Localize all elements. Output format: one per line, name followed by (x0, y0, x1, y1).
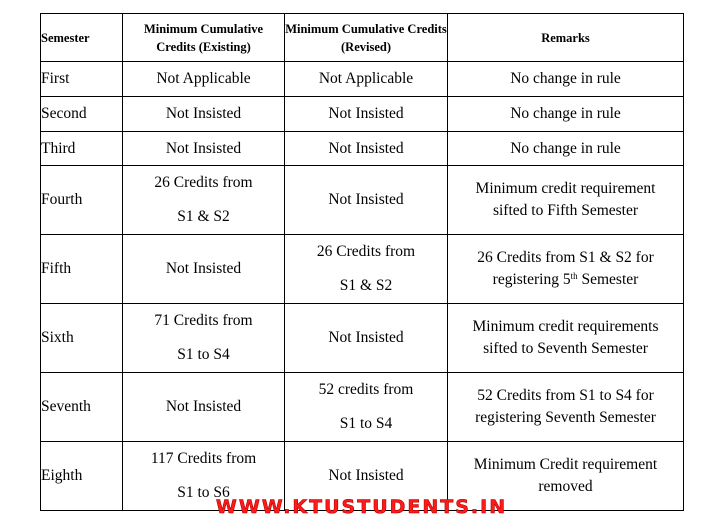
table-row (41, 62, 684, 97)
existing-line: S1 & S2 (177, 208, 230, 225)
semester-cell: First (41, 62, 123, 97)
header-remarks: Remarks (448, 14, 684, 62)
website-watermark: WWW.KTUSTUDENTS.IN (215, 496, 508, 518)
header-revised: Minimum Cumulative Credits (Revised) (285, 14, 448, 62)
header-semester: Semester (41, 14, 123, 62)
remarks-line: Minimum Credit requirement (473, 456, 658, 473)
revised-line: S1 & S2 (339, 277, 393, 294)
remarks-text: Semester (577, 271, 639, 288)
existing-cell: Not Insisted (123, 132, 285, 166)
remarks-line: Minimum credit requirements (472, 318, 659, 335)
semester-cell: Third (41, 132, 123, 166)
ordinal-suffix: th (570, 271, 578, 281)
remarks-line: sifted to Seventh Semester (483, 340, 648, 357)
table-row (41, 166, 684, 235)
existing-cell: Not Applicable (123, 62, 285, 97)
existing-cell: Not Insisted (123, 235, 285, 304)
revised-cell: Not Insisted (285, 166, 448, 235)
existing-cell (123, 166, 285, 235)
existing-cell: Not Insisted (123, 97, 285, 132)
revised-line: 52 credits from (318, 381, 414, 398)
remarks-cell (448, 304, 684, 373)
revised-cell: Not Insisted (285, 304, 448, 373)
remarks-line: sifted to Fifth Semester (492, 202, 639, 219)
revised-cell: Not Applicable (285, 62, 448, 97)
remarks-cell (448, 235, 684, 304)
remarks-line: Minimum credit requirement (475, 180, 656, 197)
remarks-cell (448, 166, 684, 235)
remarks-cell: No change in rule (448, 62, 684, 97)
semester-cell: Fifth (41, 235, 123, 304)
remarks-cell: No change in rule (448, 132, 684, 166)
remarks-line (448, 269, 683, 291)
revised-cell: Not Insisted (285, 97, 448, 132)
revised-cell: Not Insisted (285, 132, 448, 166)
header-existing: Minimum Cumulative Credits (Existing) (123, 14, 285, 62)
table-row (41, 373, 684, 442)
semester-cell: Fourth (41, 166, 123, 235)
revised-cell: Not Insisted (285, 442, 448, 511)
table-row (41, 304, 684, 373)
existing-line: 26 Credits from (154, 174, 253, 191)
remarks-cell: No change in rule (448, 97, 684, 132)
remarks-line: removed (538, 478, 593, 495)
table-header-row (41, 14, 684, 62)
remarks-line: 52 Credits from S1 to S4 for (477, 387, 654, 404)
revised-line: 26 Credits from (316, 243, 416, 260)
remarks-text: registering 5 (492, 271, 571, 288)
table-row (41, 132, 684, 166)
table-row (41, 235, 684, 304)
revised-cell (285, 373, 448, 442)
revised-cell (285, 235, 448, 304)
existing-cell (123, 304, 285, 373)
remarks-cell (448, 373, 684, 442)
semester-cell: Second (41, 97, 123, 132)
existing-line: 117 Credits from (150, 450, 257, 467)
revised-line: S1 to S4 (339, 415, 393, 432)
existing-line: S1 to S6 (177, 484, 230, 501)
semester-cell: Eighth (41, 442, 123, 511)
existing-line: S1 to S4 (177, 346, 230, 363)
semester-cell: Seventh (41, 373, 123, 442)
existing-line: 71 Credits from (154, 312, 253, 329)
remarks-line: 26 Credits from S1 & S2 for (477, 249, 654, 266)
table-row (41, 97, 684, 132)
existing-cell: Not Insisted (123, 373, 285, 442)
credits-table (40, 13, 684, 511)
remarks-line: registering Seventh Semester (475, 409, 656, 426)
semester-cell: Sixth (41, 304, 123, 373)
